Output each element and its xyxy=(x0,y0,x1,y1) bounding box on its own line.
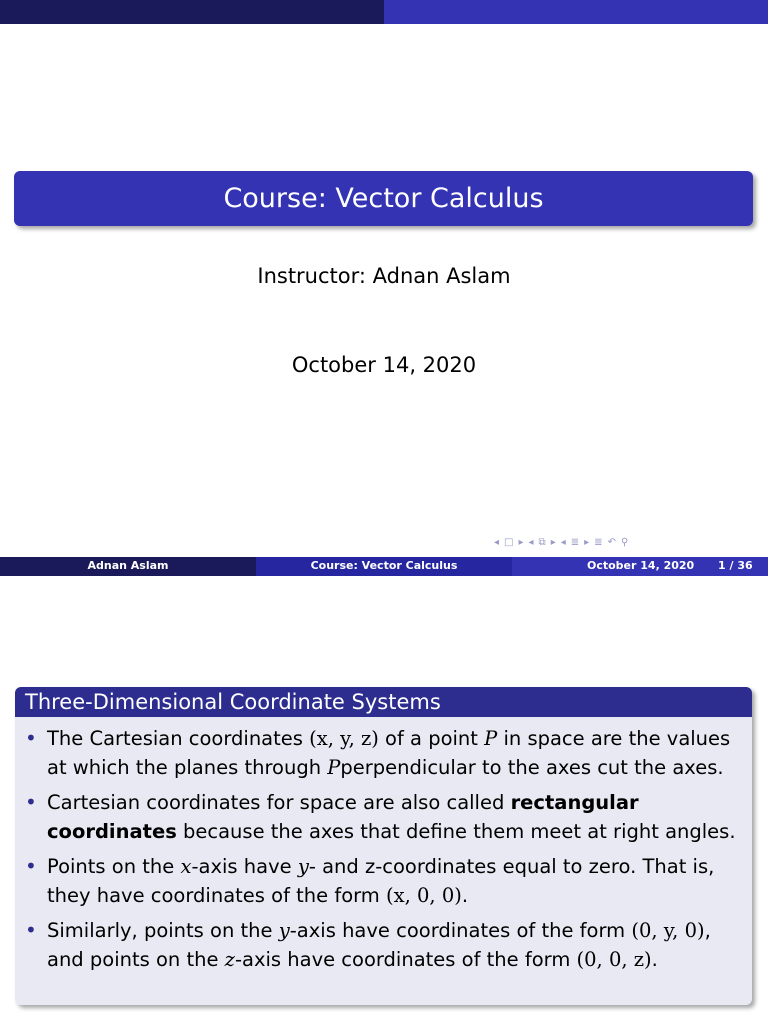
nav-frame-icon[interactable]: □ xyxy=(504,537,514,548)
nav-section-icon[interactable]: ≣ xyxy=(570,537,580,548)
footer-date: October 14, 2020 xyxy=(587,559,695,572)
bullet-item: • The Cartesian coordinates (x, y, z) of a point P in space are the values at which the planes through Pperpendicular to the axes cut the axes. xyxy=(47,724,742,782)
header-bar-right xyxy=(384,0,768,24)
instructor-line: Instructor: Adnan Aslam xyxy=(257,264,511,288)
footer-course: Course: Vector Calculus xyxy=(256,557,512,576)
bullet-item: • Points on the x-axis have y- and z-coordinates equal to zero. That is, they have coordinates of the form (x, 0, 0). xyxy=(47,852,742,910)
footer-author: Adnan Aslam xyxy=(0,557,256,576)
header-bar-left xyxy=(0,0,384,24)
footer-page-number: 1 / 36 xyxy=(718,559,753,572)
nav-prev-frame-icon[interactable]: ◂ xyxy=(494,537,500,548)
header-bar xyxy=(0,0,768,24)
nav-next-section-icon[interactable]: ▸ xyxy=(584,537,590,548)
presentation-title: Course: Vector Calculus xyxy=(14,171,753,226)
bullet-list xyxy=(47,724,742,974)
footer-bar xyxy=(0,557,768,576)
block-title: Three-Dimensional Coordinate Systems xyxy=(15,687,752,717)
nav-search-icon[interactable]: ⚲ xyxy=(620,537,629,548)
nav-prev-section-icon[interactable]: ◂ xyxy=(560,537,566,548)
nav-next-frame-icon[interactable]: ▸ xyxy=(518,537,524,548)
bullet-item: • Cartesian coordinates for space are also called rectangular coordinates because the axes that define them meet at right angles. xyxy=(47,788,742,846)
nav-next-subsection-icon[interactable]: ▸ xyxy=(550,537,556,548)
nav-prev-subsection-icon[interactable]: ◂ xyxy=(528,537,534,548)
navigation-symbols xyxy=(494,537,628,548)
content-slide-body xyxy=(0,599,768,1024)
nav-toc-icon[interactable]: ≣ xyxy=(594,537,603,548)
content-block xyxy=(15,687,752,1005)
presentation-date: October 14, 2020 xyxy=(291,353,477,377)
bullet-item: • Similarly, points on the y-axis have coordinates of the form (0, y, 0), and points on the z-axis have coordinates of the form (0, 0, z). xyxy=(47,916,742,974)
nav-subsection-icon[interactable]: ⧉ xyxy=(538,537,546,548)
block-body xyxy=(15,717,752,974)
nav-back-icon[interactable]: ↶ xyxy=(607,537,616,548)
footer-right xyxy=(512,557,768,576)
